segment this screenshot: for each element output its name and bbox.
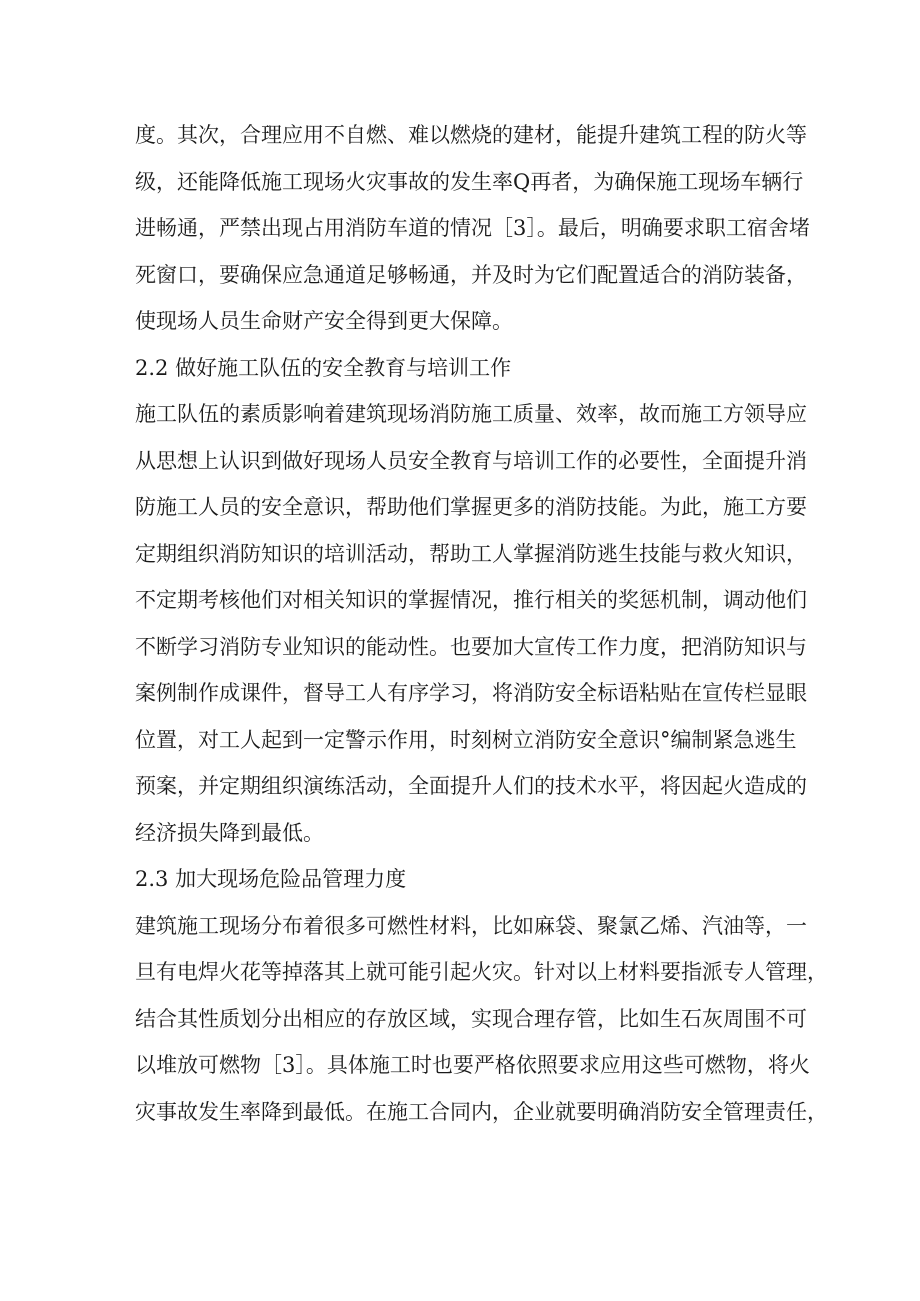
- text-line: 级，还能降低施工现场火灾事故的发生率Q再者，为确保施工现场车辆行: [135, 169, 804, 194]
- text-line: 以堆放可燃物［3］。具体施工时也要严格依照要求应用这些可燃物，将火: [135, 1053, 810, 1077]
- text-line: 预案，并定期组织演练活动，全面提升人们的技术水平，将因起火造成的: [135, 774, 807, 798]
- text-line: 施工队伍的素质影响着建筑现场消防施工质量、效率，故而施工方领导应: [135, 402, 807, 426]
- text-line: 从思想上认识到做好现场人员安全教育与培训工作的必要性，全面提升消: [135, 448, 807, 473]
- text-line: 防施工人员的安全意识，帮助他们掌握更多的消防技能。为此，施工方要: [135, 495, 807, 519]
- text-line: 结合其性质划分出相应的存放区域，实现合理存管，比如生石灰周围不可: [135, 1006, 807, 1031]
- text-line: 度。其次，合理应用不自燃、难以燃烧的建材，能提升建筑工程的防火等: [135, 123, 807, 147]
- text-line: 不断学习消防专业知识的能动性。也要加大宣传工作力度，把消防知识与: [135, 634, 807, 659]
- text-line: 不定期考核他们对相关知识的掌握情况，推行相关的奖惩机制，调动他们: [135, 588, 807, 612]
- text-line: 案例制作成课件，督导工人有序学习，将消防安全标语粘贴在宣传栏显眼: [135, 681, 807, 705]
- text-line: 位置，对工人起到一定警示作用，时刻树立消防安全意识°编制紧急逃生: [135, 727, 797, 752]
- text-line: 使现场人员生命财产安全得到更大保障。: [135, 309, 513, 333]
- section-2-3: [135, 856, 828, 1135]
- paragraph-fire-materials: [135, 112, 810, 345]
- section-2-2: [135, 345, 807, 857]
- text-line: 旦有电焊火花等掉落其上就可能引起火灾。针对以上材料要指派专人管理，: [135, 960, 828, 984]
- text-line: 进畅通，严禁出现占用消防车道的情况［3］。最后，明确要求职工宿舍堵: [135, 216, 810, 240]
- text-line: 定期组织消防知识的培训活动，帮助工人掌握消防逃生技能与救火知识，: [135, 541, 807, 566]
- text-line: 建筑施工现场分布着很多可燃性材料，比如麻袋、聚氯乙烯、汽油等，一: [135, 913, 807, 938]
- section-heading: 2.2 做好施工队伍的安全教育与培训工作: [135, 355, 512, 380]
- text-line: 经济损失降到最低。: [135, 820, 324, 845]
- text-line: 灾事故发生率降到最低。在施工合同内，企业就要明确消防安全管理责任，: [135, 1099, 828, 1124]
- document-body: [135, 112, 828, 1135]
- text-line: 死窗口，要确保应急通道足够畅通，并及时为它们配置适合的消防装备，: [135, 262, 807, 287]
- section-heading: 2.3 加大现场危险品管理力度: [135, 867, 407, 891]
